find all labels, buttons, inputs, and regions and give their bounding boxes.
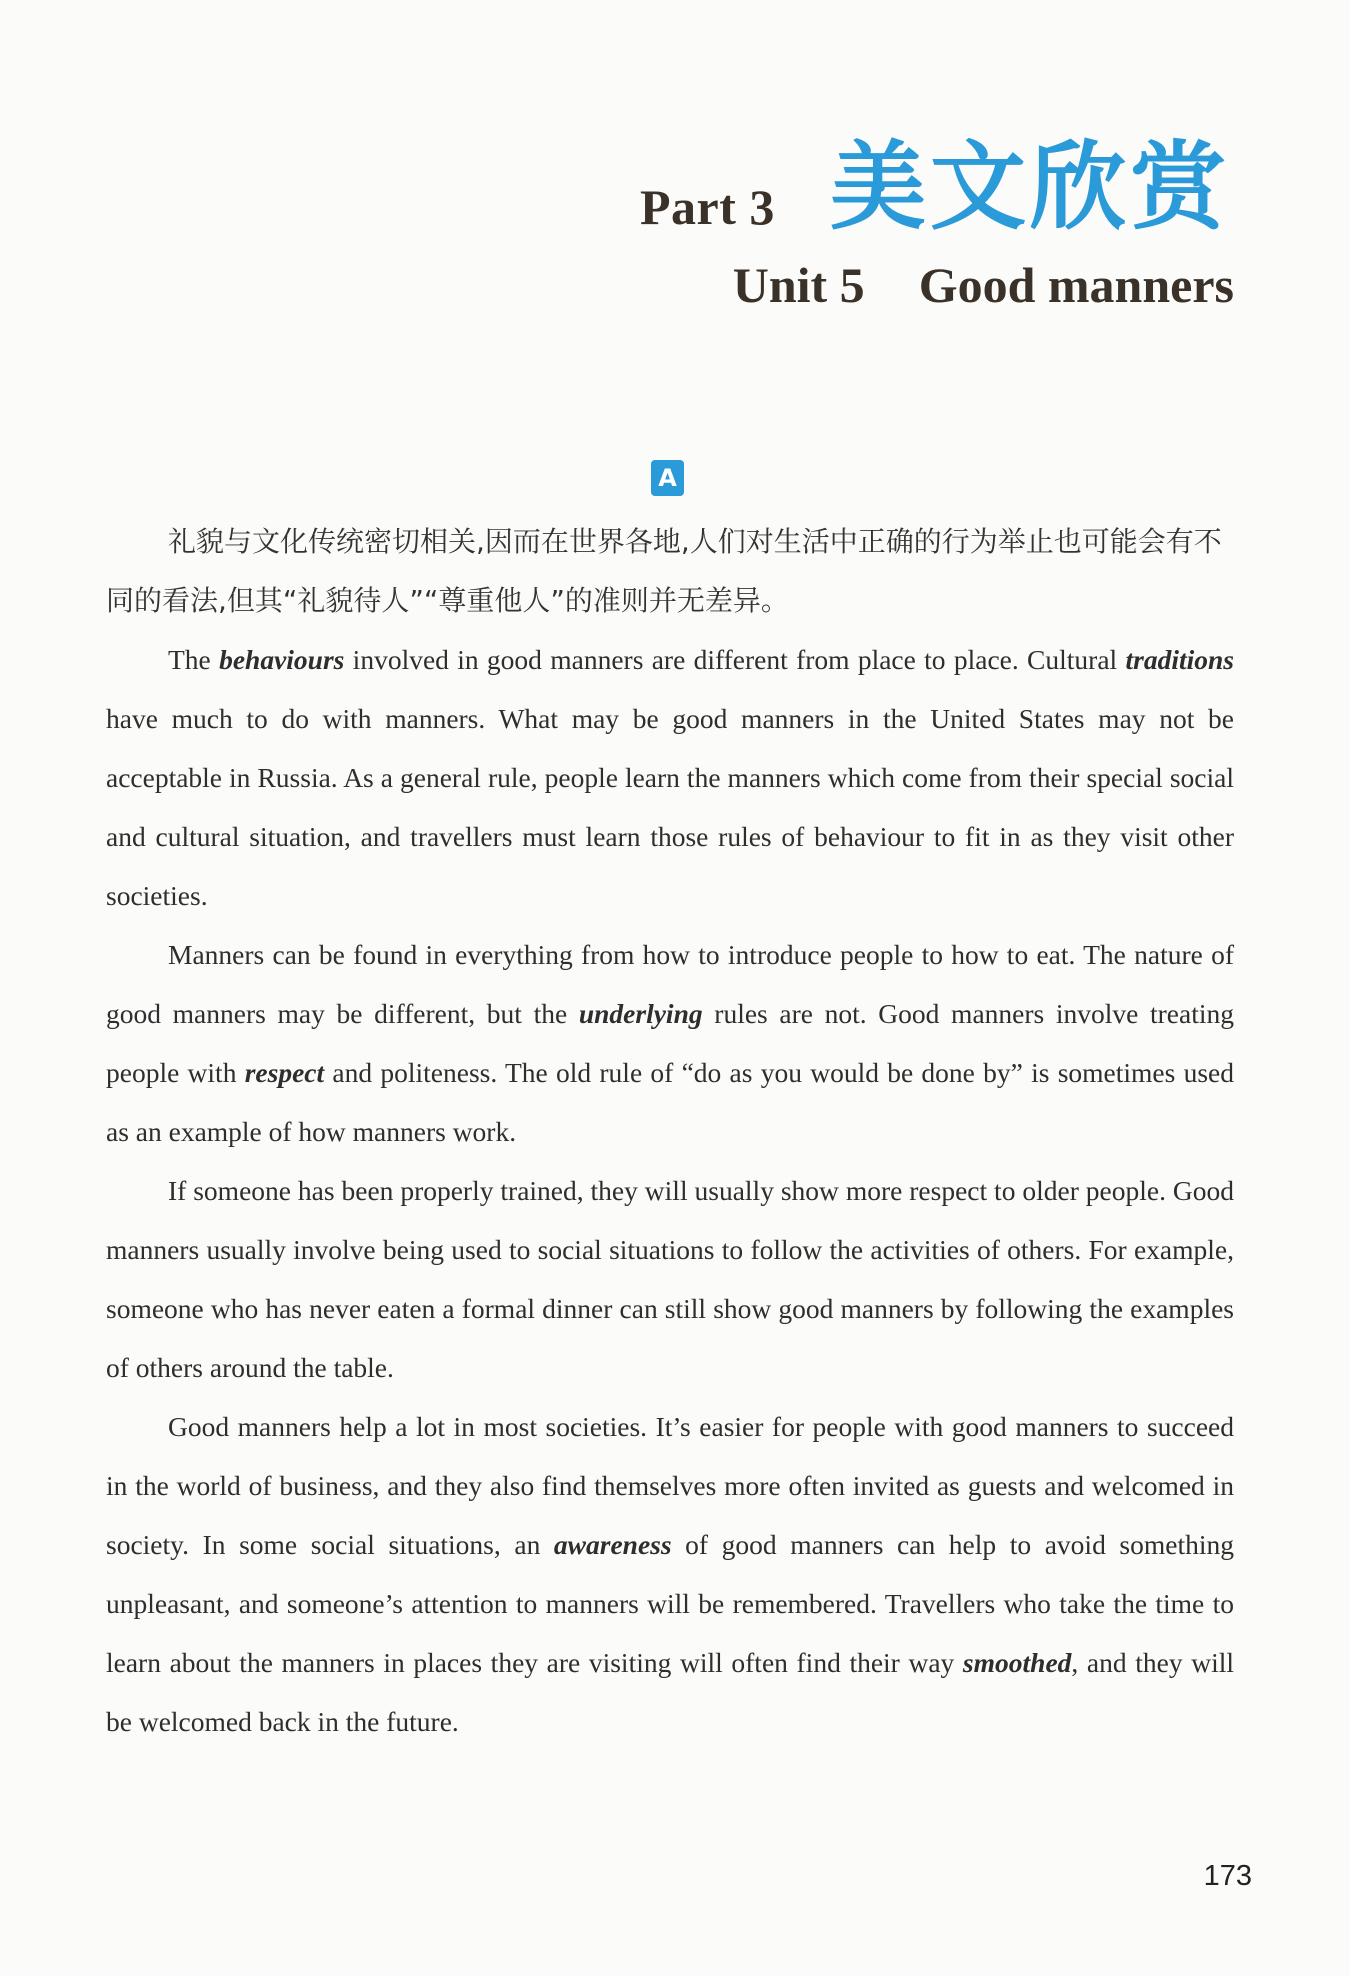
- passage-paragraph-1: [106, 630, 1234, 925]
- text-run: rules are not. Good manners involve treating people with: [106, 998, 1234, 1088]
- page-number: 173: [1203, 1860, 1252, 1892]
- keyword-traditions: traditions: [1125, 644, 1235, 675]
- section-badge: A: [651, 460, 684, 496]
- unit-title: Good manners: [918, 257, 1234, 313]
- keyword-respect: respect: [244, 1057, 325, 1088]
- passage-paragraph-2: [106, 925, 1234, 1161]
- text-run: of good manners can help to avoid something unpleasant, and someone’s attention to manners will be remembered. Travellers who take the time to learn about the manners in places they are visiting will often find their way: [106, 1529, 1234, 1678]
- passage-paragraph-3: [106, 1161, 1234, 1397]
- text-run: The: [168, 644, 220, 675]
- keyword-behaviours: behaviours: [219, 644, 345, 675]
- text-run: Manners can be found in everything from how to introduce people to how to eat. The nature of good manners may be different, but the: [106, 939, 1234, 1029]
- text-run: and politeness. The old rule of “do as you would be done by” is sometimes used as an example of how manners work.: [106, 1057, 1234, 1147]
- text-run: Good manners help a lot in most societies. It’s easier for people with good manners to succeed in the world of business, and they also find themselves more often invited as guests and welcomed in society. In some social situations, an: [106, 1411, 1234, 1560]
- text-run: have much to do with manners. What may be good manners in the United States may not be acceptable in Russia. As a general rule, people learn the manners which come from their special social and cultural situation, and travellers must learn those rules of behaviour to fit in as they visit other societies.: [106, 703, 1234, 911]
- unit-heading: [733, 256, 1234, 314]
- part-label: Part 3: [640, 179, 775, 235]
- text-run: involved in good manners are different from place to place. Cultural: [344, 644, 1126, 675]
- keyword-smoothed: smoothed: [962, 1647, 1072, 1678]
- keyword-awareness: awareness: [553, 1529, 672, 1560]
- keyword-underlying: underlying: [578, 998, 703, 1029]
- text-run: , and they will be welcomed back in the future.: [106, 1647, 1234, 1737]
- passage-paragraph-4: [106, 1397, 1234, 1751]
- unit-number: Unit 5: [732, 257, 865, 313]
- reading-passage: [106, 630, 1234, 1751]
- chinese-intro: 礼貌与文化传统密切相关,因而在世界各地,人们对生活中正确的行为举止也可能会有不同的看法,但其“礼貌待人”“尊重他人”的准则并无差异。: [106, 525, 1222, 617]
- part-title-cn: 美文欣赏: [830, 131, 1230, 243]
- text-run: If someone has been properly trained, they will usually show more respect to older people. Good manners usually involve being used to social situations to follow the activities of others. For example, someone who has never eaten a formal dinner can still show good manners by following the examples of others around the table.: [106, 1175, 1234, 1383]
